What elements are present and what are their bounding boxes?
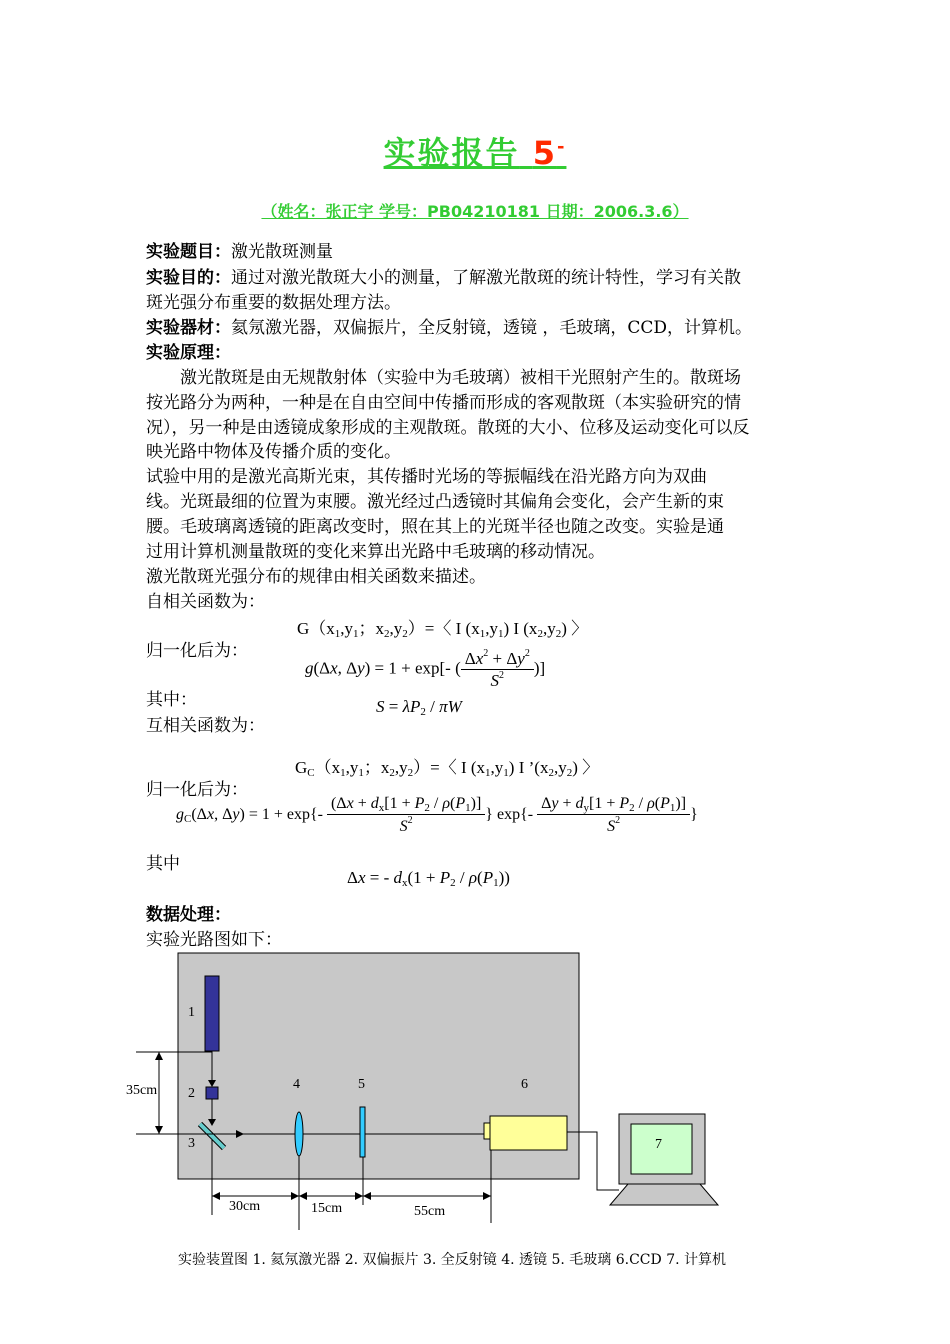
normalized-label: 归一化后为： [146, 641, 248, 661]
paragraph-line: 映光路中物体及传播介质的变化。 [146, 442, 401, 462]
laser-body [205, 976, 219, 1051]
topic-line: 实验题目：激光散斑测量 [146, 242, 333, 262]
dimension-arrow [291, 1192, 299, 1200]
dimension-arrow [155, 1052, 163, 1060]
data-processing-heading: 数据处理： [146, 905, 231, 925]
report-title: 实验报告 5- [383, 134, 567, 172]
paragraph-line: 激光散斑光强分布的规律由相关函数来描述。 [146, 567, 486, 587]
paragraph-line: 过用计算机测量散斑的变化来算出光路中毛玻璃的移动情况。 [146, 542, 605, 562]
paragraph-line: 况），另一种是由透镜成象形成的主观散斑。散斑的大小、位移及运动变化可以反 [146, 418, 750, 438]
purpose-line-2: 斑光强分布重要的数据处理方法。 [146, 293, 401, 313]
where-label: 其中： [146, 690, 197, 710]
paragraph-line: 激光散斑是由无规散射体（实验中为毛玻璃）被相干光照射产生的。散斑场 [180, 368, 741, 388]
paragraph-line: 线。光斑最细的位置为束腰。激光经过凸透镜时其偏角会变化，会产生新的束 [146, 492, 724, 512]
purpose-line: 实验目的：通过对激光散斑大小的测量，了解激光散斑的统计特性，学习有关散 [146, 268, 741, 288]
ccd-body [490, 1116, 567, 1150]
ccd-lens [484, 1123, 490, 1139]
label-55cm: 55cm [414, 1204, 446, 1219]
normalized-label-2: 归一化后为： [146, 780, 248, 800]
monitor-base [610, 1184, 718, 1205]
dimension-arrow [212, 1192, 220, 1200]
dimension-arrow [299, 1192, 307, 1200]
label-15cm: 15cm [311, 1201, 343, 1216]
label-30cm: 30cm [229, 1199, 261, 1214]
report-subtitle: （姓名：张正宇 学号：PB04210181 日期：2006.3.6） [261, 202, 689, 221]
dimension-arrow [355, 1192, 363, 1200]
dimension-arrow [483, 1192, 491, 1200]
label-35cm: 35cm [126, 1083, 158, 1098]
displacement-formula: Δx = - $d_x(1 + P_2 / \rho(P_1))$ [347, 868, 510, 889]
label-ccd: 6 [521, 1077, 528, 1092]
equipment-line: 实验器材：氦氖激光器，双偏振片，全反射镜，透镜 ，毛玻璃，CCD，计算机。 [146, 318, 753, 338]
speckle-size-formula: $S = \lambda P_2 / \pi W$ [376, 697, 462, 718]
principle-heading: 实验原理： [146, 343, 231, 363]
normalized-autocorrelation-formula: g(Δx, Δy) = 1 + exp[- ( $\frac{\Delta x^2 + \Delta y^2}{S^2}$ )] [305, 648, 546, 690]
paragraph-line: 腰。毛玻璃离透镜的距离改变时，照在其上的光斑半径也随之改变。实验是通 [146, 517, 724, 537]
diagram-intro: 实验光路图如下： [146, 930, 282, 950]
label-lens: 4 [293, 1077, 300, 1092]
paragraph-line: 按光路分为两种，一种是在自由空间中传播而形成的客观散斑（本实验研究的情 [146, 393, 741, 413]
where-label-2: 其中 [146, 854, 180, 874]
autocorrelation-formula: $G(x_1,y_1$；$x_2,y_2)=$〈 I $(x_1,y_1)$ I $(x_2,y_2)$ 〉 [297, 619, 589, 640]
label-polarizer: 2 [188, 1086, 195, 1101]
ground-glass-body [360, 1107, 365, 1157]
cross-correlation-label: 互相关函数为： [146, 716, 265, 736]
paragraph-line: 试验中用的是激光高斯光束，其传播时光场的等振幅线在沿光路方向为双曲 [146, 467, 707, 487]
dimension-arrow [155, 1126, 163, 1134]
label-mirror: 3 [188, 1136, 195, 1151]
polarizer-body [206, 1087, 218, 1099]
crosscorrelation-formula: $G_C(x_1,y_1$；$x_2,y_2)=$〈 I $(x_1,y_1)$ I $’(x_2,y_2)$ 〉 [295, 758, 600, 779]
label-laser: 1 [188, 1005, 195, 1020]
label-ground-glass: 5 [358, 1077, 365, 1092]
auto-correlation-label: 自相关函数为： [146, 592, 265, 612]
dimension-arrow [363, 1192, 371, 1200]
lens-body [295, 1112, 303, 1156]
figure-caption: 实验装置图 1. 氦氖激光器 2. 双偏振片 3. 全反射镜 4. 透镜 5. 毛玻璃 6.CCD 7. 计算机 [178, 1252, 727, 1268]
normalized-crosscorrelation-formula: $g_C(\Delta x$, Δy) = 1 + exp{- $\frac{(\Delta x + d_x[1 + P_2 / \rho(P_1)]}{S^2}$ } exp{- $\frac{\Delta y + d_y[1 + P_2 / \rho(P_1)]}{S^2}$ } [176, 795, 698, 835]
label-computer: 7 [655, 1137, 662, 1152]
